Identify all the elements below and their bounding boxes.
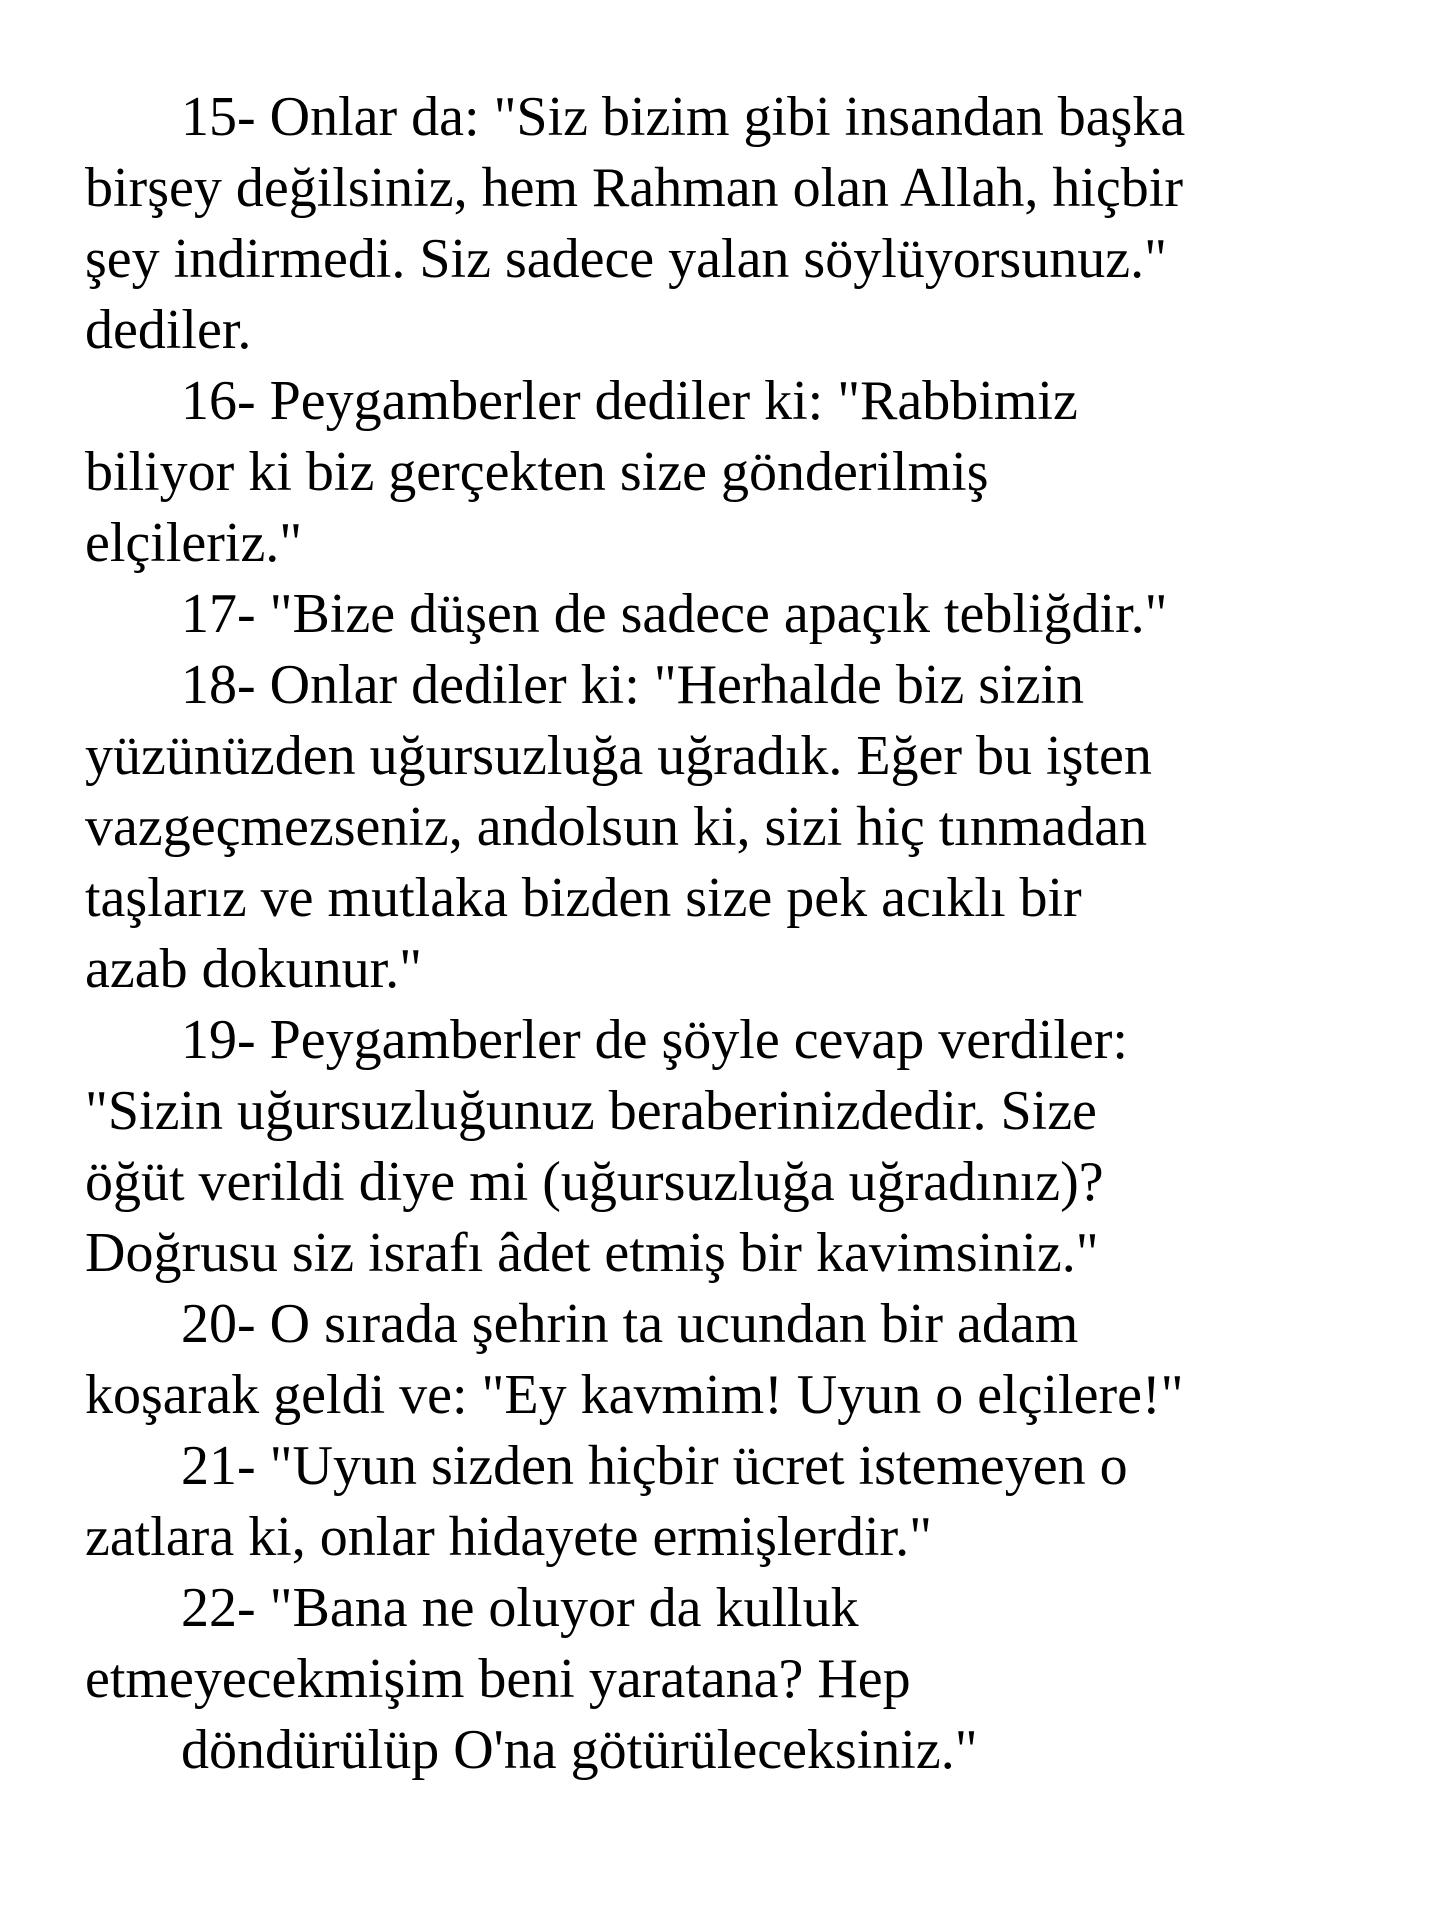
verse-18-line-5: azab dokunur." (85, 938, 422, 1000)
verse-22-line-2: etmeyecekmişim beni yaratana? Hep (85, 1648, 911, 1710)
verse-15-line-2: birşey değilsiniz, hem Rahman olan Allah, hiçbir (85, 157, 1183, 219)
verse-17-line-1: 17- "Bize düşen de sadece apaçık tebliğdir." (181, 583, 1168, 645)
verse-16-line-3: elçileriz." (85, 512, 303, 574)
verse-22-line-3: döndürülüp O'na götürüleceksiniz." (181, 1719, 978, 1781)
verse-15-line-4: dediler. (85, 299, 252, 361)
verse-18-line-2: yüzünüzden uğursuzluğa uğradık. Eğer bu işten (85, 725, 1152, 787)
verse-19-line-2: "Sizin uğursuzluğunuz beraberinizdedir. Size (85, 1080, 1097, 1142)
verse-18-line-3: vazgeçmezseniz, andolsun ki, sizi hiç tınmadan (85, 796, 1148, 858)
verse-22-line-1: 22- "Bana ne oluyor da kulluk (181, 1577, 859, 1639)
verse-15-line-3: şey indirmedi. Siz sadece yalan söylüyorsunuz." (85, 228, 1167, 290)
verse-15-line-1: 15- Onlar da: "Siz bizim gibi insandan başka (181, 86, 1186, 148)
verse-18-line-4: taşlarız ve mutlaka bizden size pek acıklı bir (85, 867, 1082, 929)
verse-16-line-2: biliyor ki biz gerçekten size gönderilmiş (85, 441, 989, 503)
verse-18-line-1: 18- Onlar dediler ki: "Herhalde biz sizin (181, 654, 1084, 716)
verse-19-line-3: öğüt verildi diye mi (uğursuzluğa uğradınız)? (85, 1151, 1104, 1213)
document-page (85, 82, 1415, 1786)
verse-21-line-1: 21- "Uyun sizden hiçbir ücret istemeyen o (181, 1435, 1128, 1497)
verse-19-line-4: Doğrusu siz israfı âdet etmiş bir kavimsiniz." (85, 1222, 1099, 1284)
verse-19-line-1: 19- Peygamberler de şöyle cevap verdiler: (181, 1009, 1128, 1071)
verse-21-line-2: zatlara ki, onlar hidayete ermişlerdir." (85, 1506, 932, 1568)
verse-20-line-2: koşarak geldi ve: "Ey kavmim! Uyun o elçilere!" (85, 1364, 1184, 1426)
verse-20-line-1: 20- O sırada şehrin ta ucundan bir adam (181, 1293, 1079, 1355)
verse-16-line-1: 16- Peygamberler dediler ki: "Rabbimiz (181, 370, 1078, 432)
